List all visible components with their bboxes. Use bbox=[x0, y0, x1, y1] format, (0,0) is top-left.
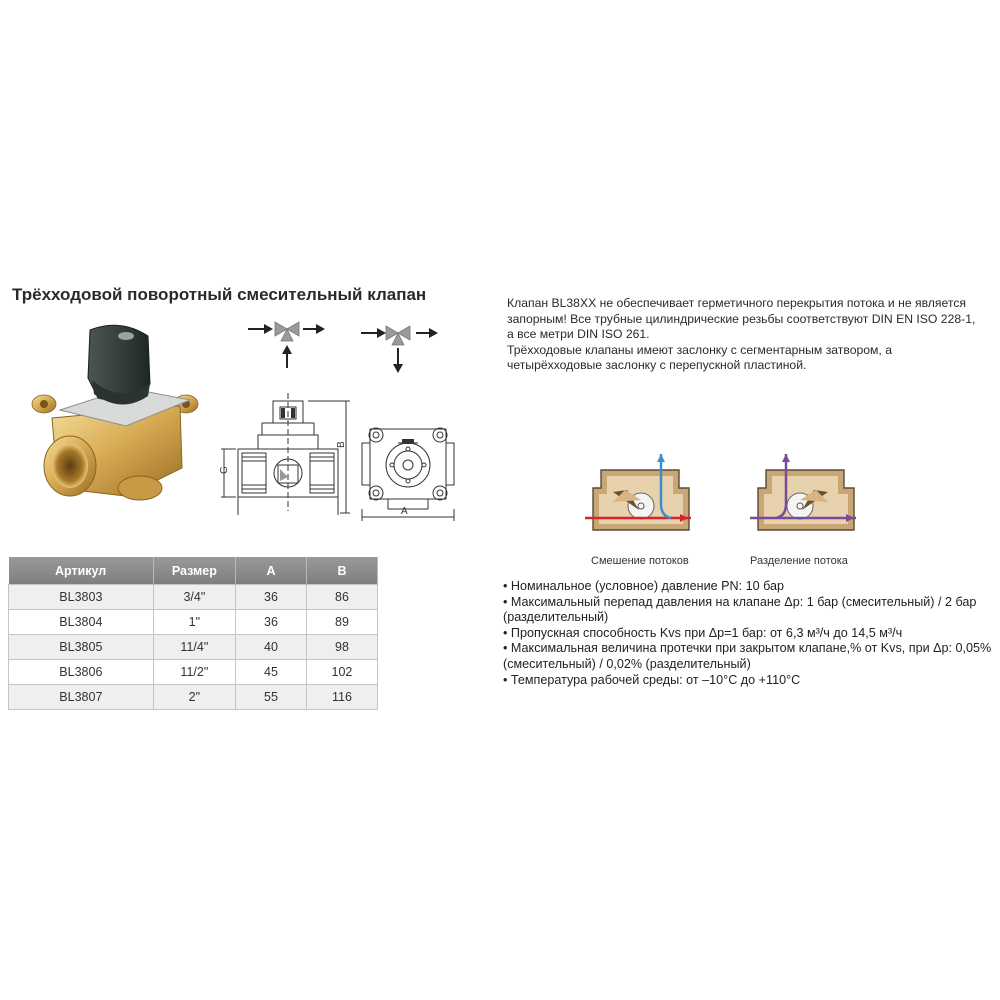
col-b: B bbox=[306, 557, 377, 585]
cell-size: 1" bbox=[153, 610, 235, 635]
table-row bbox=[9, 610, 378, 635]
description-line-1: Клапан BL38XX не обеспечивает герметичного перекрытия потока и не является запорным! Все трубные цилиндрические резьбы соответствуют DIN EN ISO 228-1, а все метри DIN ISO 261. bbox=[507, 296, 976, 341]
dim-g-label: G bbox=[219, 466, 230, 474]
cell-article: BL3804 bbox=[9, 610, 154, 635]
description-line-2: Трёхходовые клапаны имеют заслонку с сегментарным затвором, а четырёхходовые заслонку с перепускной пластиной. bbox=[507, 342, 892, 372]
description bbox=[507, 296, 983, 374]
cell-article: BL3803 bbox=[9, 585, 154, 610]
mixing-valve-symbol bbox=[245, 318, 330, 373]
bullet-item: (смесительный) / 0,02% (разделительный) bbox=[503, 656, 751, 671]
bullet-item: • Пропускная способность Kvs при Δр=1 бар: от 6,3 м³/ч до 14,5 м³/ч bbox=[503, 625, 903, 640]
mixing-label: Смешение потоков bbox=[591, 555, 689, 567]
side-view-drawing bbox=[218, 393, 353, 523]
bullet-item: • Температура рабочей среды: от –10°С до +110°С bbox=[503, 672, 801, 687]
cell-article: BL3805 bbox=[9, 635, 154, 660]
cell-article: BL3806 bbox=[9, 660, 154, 685]
dim-b-label-side: B bbox=[336, 441, 347, 448]
col-a: A bbox=[236, 557, 307, 585]
valve-product-image bbox=[30, 318, 205, 513]
cell-size: 11/4" bbox=[153, 635, 235, 660]
table-row bbox=[9, 585, 378, 610]
cell-a: 45 bbox=[236, 660, 307, 685]
bullet-item: • Максимальная величина протечки при закрытом клапане,% от Kvs, при Δр: 0,05% bbox=[503, 641, 992, 656]
cell-a: 36 bbox=[236, 610, 307, 635]
cell-a: 55 bbox=[236, 685, 307, 710]
cell-b: 89 bbox=[306, 610, 377, 635]
bullet-item: • Номинальное (условное) давление PN: 10 бар bbox=[503, 579, 785, 593]
cell-b: 98 bbox=[306, 635, 377, 660]
page-title: Трёхходовой поворотный смесительный клапан bbox=[12, 285, 427, 304]
cell-article: BL3807 bbox=[9, 685, 154, 710]
splitting-valve-symbol bbox=[358, 318, 443, 376]
cell-a: 40 bbox=[236, 635, 307, 660]
table-header-row bbox=[9, 557, 378, 585]
spec-bullets bbox=[503, 579, 993, 688]
bullet-item: • Максимальный перепад давления на клапане Δр: 1 бар (смесительный) / 2 бар (разделительный) bbox=[503, 594, 977, 625]
cell-size: 3/4" bbox=[153, 585, 235, 610]
cell-a: 36 bbox=[236, 585, 307, 610]
table-row bbox=[9, 685, 378, 710]
col-article: Артикул bbox=[9, 557, 154, 585]
table-row bbox=[9, 635, 378, 660]
cell-b: 102 bbox=[306, 660, 377, 685]
table-row bbox=[9, 660, 378, 685]
splitting-flow-diagram bbox=[748, 450, 858, 545]
cell-size: 11/2" bbox=[153, 660, 235, 685]
splitting-label: Разделение потока bbox=[750, 555, 848, 567]
col-size: Размер bbox=[153, 557, 235, 585]
dim-a-label: A bbox=[401, 506, 408, 517]
top-view-drawing bbox=[358, 413, 458, 525]
cell-size: 2" bbox=[153, 685, 235, 710]
cell-b: 116 bbox=[306, 685, 377, 710]
cell-b: 86 bbox=[306, 585, 377, 610]
mixing-flow-diagram bbox=[583, 450, 693, 545]
spec-table bbox=[8, 557, 378, 710]
